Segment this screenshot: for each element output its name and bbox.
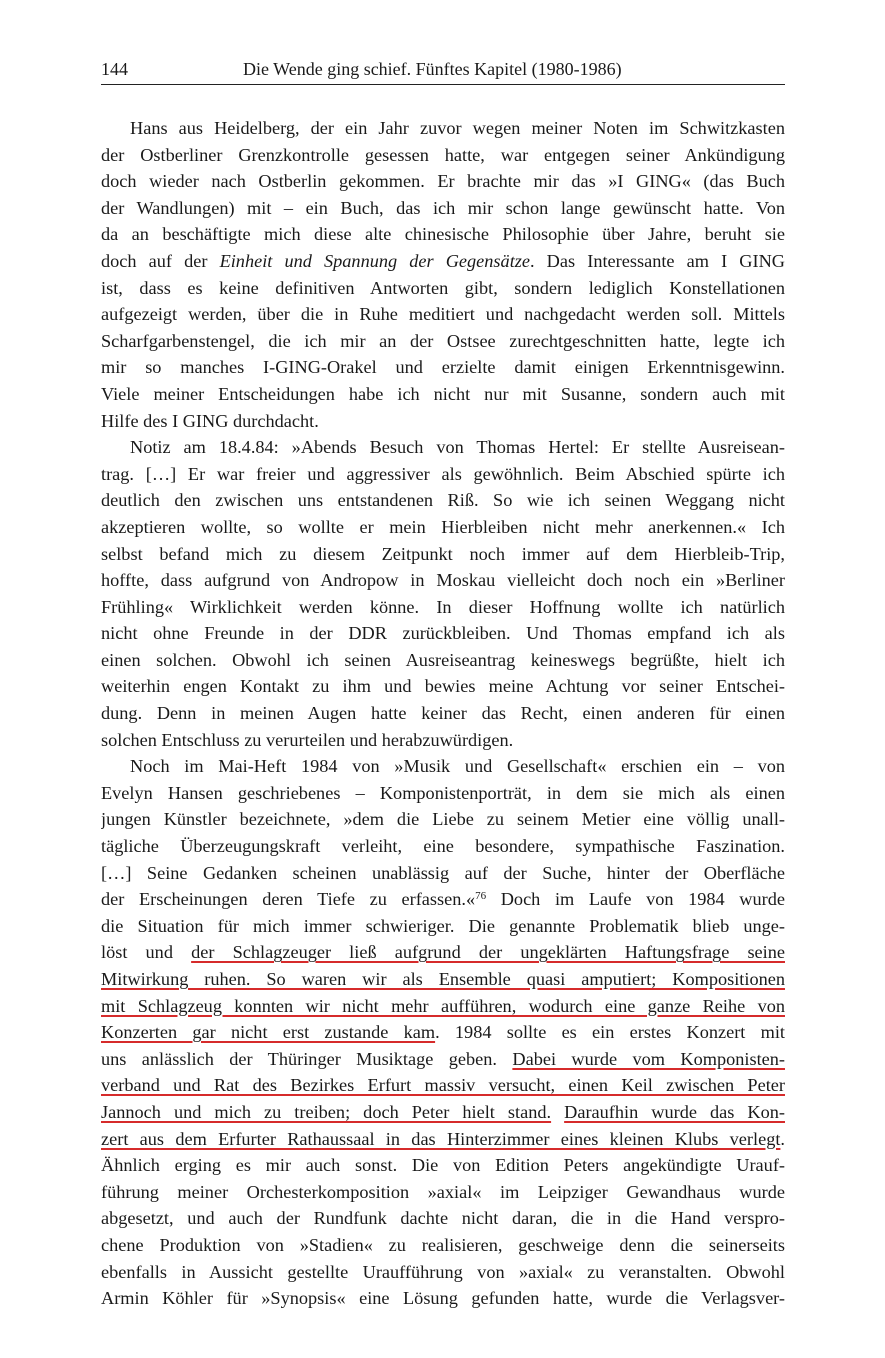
text-line xyxy=(101,727,785,754)
text-line xyxy=(101,1046,785,1073)
text-line xyxy=(101,780,785,807)
text-segment: Noch im Mai-Heft 1984 von »Musik und Gesellschaft« erschien ein – von xyxy=(130,756,785,777)
text-line xyxy=(101,594,785,621)
text-line xyxy=(101,115,785,142)
text-line xyxy=(101,1072,785,1099)
text-line xyxy=(101,620,785,647)
text-segment: akzeptieren wollte, so wollte er mein Hierbleiben nicht mehr anerkennen.« Ich xyxy=(101,516,785,537)
text-segment: die Situation für mich immer schwieriger. Die genannte Problematik blieb unge- xyxy=(101,915,785,936)
text-line xyxy=(101,1285,785,1312)
highlighted-text: der Schlagzeuger ließ aufgrund der ungeklärten Haftungsfrage seine xyxy=(191,942,785,963)
text-segment: tägliche Überzeugungskraft verleiht, eine besondere, sympathische Faszination. xyxy=(101,836,785,857)
text-segment: . Das Interessante am I GING xyxy=(530,250,785,271)
text-line xyxy=(101,993,785,1020)
text-line xyxy=(101,434,785,461)
text-line xyxy=(101,860,785,887)
text-segment: mir so manches I-GING-Orakel und erzielte damit einigen Erkenntnisgewinn. xyxy=(101,357,785,378)
text-segment: Ähnlich erging es mir auch sonst. Die von Edition Peters angekündigte Urauf- xyxy=(101,1155,785,1176)
text-segment: hoffte, dass aufgrund von Andropow in Moskau vielleicht doch noch ein »Berliner xyxy=(101,570,785,591)
running-head: Die Wende ging schief. Fünftes Kapitel (1980-1986) xyxy=(243,59,622,79)
highlighted-text: Dabei wurde vom Komponisten- xyxy=(512,1048,785,1069)
text-segment: der Ostberliner Grenzkontrolle gesessen hatte, war entgegen seiner Ankündigung xyxy=(101,144,785,165)
text-segment: Evelyn Hansen geschriebenes – Komponistenporträt, in dem sie mich als einen xyxy=(101,782,785,803)
text-segment: Notiz am 18.4.84: »Abends Besuch von Thomas Hertel: Er stellte Ausreisean- xyxy=(130,437,785,458)
text-line xyxy=(101,1019,785,1046)
text-line xyxy=(101,913,785,940)
text-line xyxy=(101,700,785,727)
text-segment: einen solchen. Obwohl ich seinen Ausreiseantrag keineswegs begrüßte, hielt ich xyxy=(101,649,785,670)
highlighted-text: Jannoch und mich zu treiben; doch Peter hielt stand. xyxy=(101,1101,552,1122)
text-line xyxy=(101,886,785,913)
text-line xyxy=(101,1152,785,1179)
body-text xyxy=(101,115,785,1312)
text-line xyxy=(101,461,785,488)
emphasis-text: Einheit und Spannung der Gegensätze xyxy=(219,250,530,271)
text-segment: selbst befand mich zu diesem Zeitpunkt noch immer auf dem Hierbleib-Trip, xyxy=(101,543,785,564)
text-line xyxy=(101,221,785,248)
text-segment: trag. […] Er war freier und aggressiver als gewöhnlich. Beim Abschied spürte ich xyxy=(101,463,785,484)
text-line xyxy=(101,541,785,568)
text-segment: . xyxy=(780,1128,785,1149)
text-segment: doch wieder nach Ostberlin gekommen. Er brachte mir das »I GING« (das Buch xyxy=(101,171,785,192)
text-segment: doch auf der xyxy=(101,250,220,271)
highlighted-text: Mitwirkung ruhen. So waren wir als Ensemble quasi amputiert; Kompositionen xyxy=(101,969,785,989)
text-line xyxy=(101,1205,785,1232)
text-segment: der Wandlungen) mit – ein Buch, das ich mir schon lange gewünscht hatte. Von xyxy=(101,197,785,218)
text-segment: chene Produktion von »Stadien« zu realisieren, geschweige denn die seinerseits xyxy=(101,1234,785,1255)
text-line xyxy=(101,248,785,275)
text-line xyxy=(101,142,785,169)
text-segment: Armin Köhler für »Synopsis« eine Lösung gefunden hatte, wurde die Verlagsver- xyxy=(101,1288,785,1309)
text-line xyxy=(101,195,785,222)
text-segment: […] Seine Gedanken scheinen unablässig auf der Suche, hinter der Oberfläche xyxy=(101,862,785,883)
text-segment xyxy=(551,1102,564,1122)
highlighted-text: zert aus dem Erfurter Rathaussaal in das Hinterzimmer eines kleinen Klubs verlegt xyxy=(101,1128,781,1149)
text-line xyxy=(101,328,785,355)
text-segment: Doch im Laufe von 1984 wurde xyxy=(486,889,785,910)
page-header xyxy=(101,58,785,85)
highlighted-text: Daraufhin wurde das Kon- xyxy=(564,1101,785,1122)
text-segment: ebenfalls in Aussicht gestellte Uraufführung von »axial« zu veranstalten. Obwohl xyxy=(101,1261,785,1282)
text-segment: nicht ohne Freunde in der DDR zurückbleiben. Und Thomas empfand ich als xyxy=(101,623,785,644)
text-line xyxy=(101,1179,785,1206)
text-line xyxy=(101,408,785,435)
text-segment: jungen Künstler bezeichnete, »dem die Liebe zu seinem Metier eine völlig unall- xyxy=(101,809,785,830)
text-line xyxy=(101,168,785,195)
text-segment: Hilfe des I GING durchdacht. xyxy=(101,410,319,431)
text-line xyxy=(101,647,785,674)
text-line xyxy=(101,1232,785,1259)
text-segment: weiterhin engen Kontakt zu ihm und bewies meine Achtung vor seiner Entschei- xyxy=(101,676,785,697)
text-line xyxy=(101,806,785,833)
text-segment: Hans aus Heidelberg, der ein Jahr zuvor wegen meiner Noten im Schwitzkasten xyxy=(130,118,785,138)
text-line xyxy=(101,275,785,302)
text-segment: dung. Denn in meinen Augen hatte keiner das Recht, einen anderen für einen xyxy=(101,703,785,724)
text-line xyxy=(101,939,785,966)
page-number: 144 xyxy=(101,59,128,79)
highlighted-text: verband und Rat des Bezirkes Erfurt massiv versucht, einen Keil zwischen Peter xyxy=(101,1075,785,1096)
text-segment: da an beschäftigte mich diese alte chinesische Philosophie über Jahre, beruht sie xyxy=(101,224,785,245)
text-line xyxy=(101,833,785,860)
text-line xyxy=(101,567,785,594)
text-line xyxy=(101,487,785,514)
text-segment: führung meiner Orchesterkomposition »axial« im Leipziger Gewandhaus wurde xyxy=(101,1181,785,1202)
highlighted-text: Konzerten gar nicht erst zustande kam xyxy=(101,1022,436,1043)
text-line xyxy=(101,1259,785,1286)
text-line xyxy=(101,1099,785,1126)
footnote-ref: 76 xyxy=(475,890,487,903)
text-segment: deutlich den zwischen uns entstandenen Riß. So wie ich seinen Weggang nicht xyxy=(101,490,785,511)
text-segment: Scharfgarbenstengel, die ich mir an der Ostsee zurechtgeschnitten hatte, legte ich xyxy=(101,330,785,351)
text-segment: uns anlässlich der Thüringer Musiktage geben. xyxy=(101,1048,513,1069)
text-line xyxy=(101,514,785,541)
text-segment: aufgezeigt werden, über die in Ruhe meditiert und nachgedacht werden soll. Mittels xyxy=(101,304,785,325)
text-segment: der Erscheinungen deren Tiefe zu erfassen.« xyxy=(101,889,476,910)
text-segment: Viele meiner Entscheidungen habe ich nicht nur mit Susanne, sondern auch mit xyxy=(101,383,785,404)
text-segment: . 1984 sollte es ein erstes Konzert mit xyxy=(435,1022,785,1043)
text-line xyxy=(101,966,785,993)
text-line xyxy=(101,673,785,700)
highlighted-text: mit Schlagzeug konnten wir nicht mehr aufführen, wodurch eine ganze Reihe von xyxy=(101,995,785,1016)
text-segment: ist, dass es keine definitiven Antworten gibt, sondern lediglich Konstellationen xyxy=(101,277,785,298)
text-segment: solchen Entschluss zu verurteilen und herabzuwürdigen. xyxy=(101,729,514,750)
text-line xyxy=(101,753,785,780)
text-line xyxy=(101,354,785,381)
text-segment: Frühling« Wirklichkeit werden könne. In dieser Hoffnung wollte ich natürlich xyxy=(101,596,785,617)
text-line xyxy=(101,301,785,328)
text-segment: abgesetzt, und auch der Rundfunk dachte nicht daran, die in die Hand verspro- xyxy=(101,1208,785,1229)
text-segment: löst und xyxy=(101,942,192,963)
text-line xyxy=(101,1126,785,1153)
text-line xyxy=(101,381,785,408)
